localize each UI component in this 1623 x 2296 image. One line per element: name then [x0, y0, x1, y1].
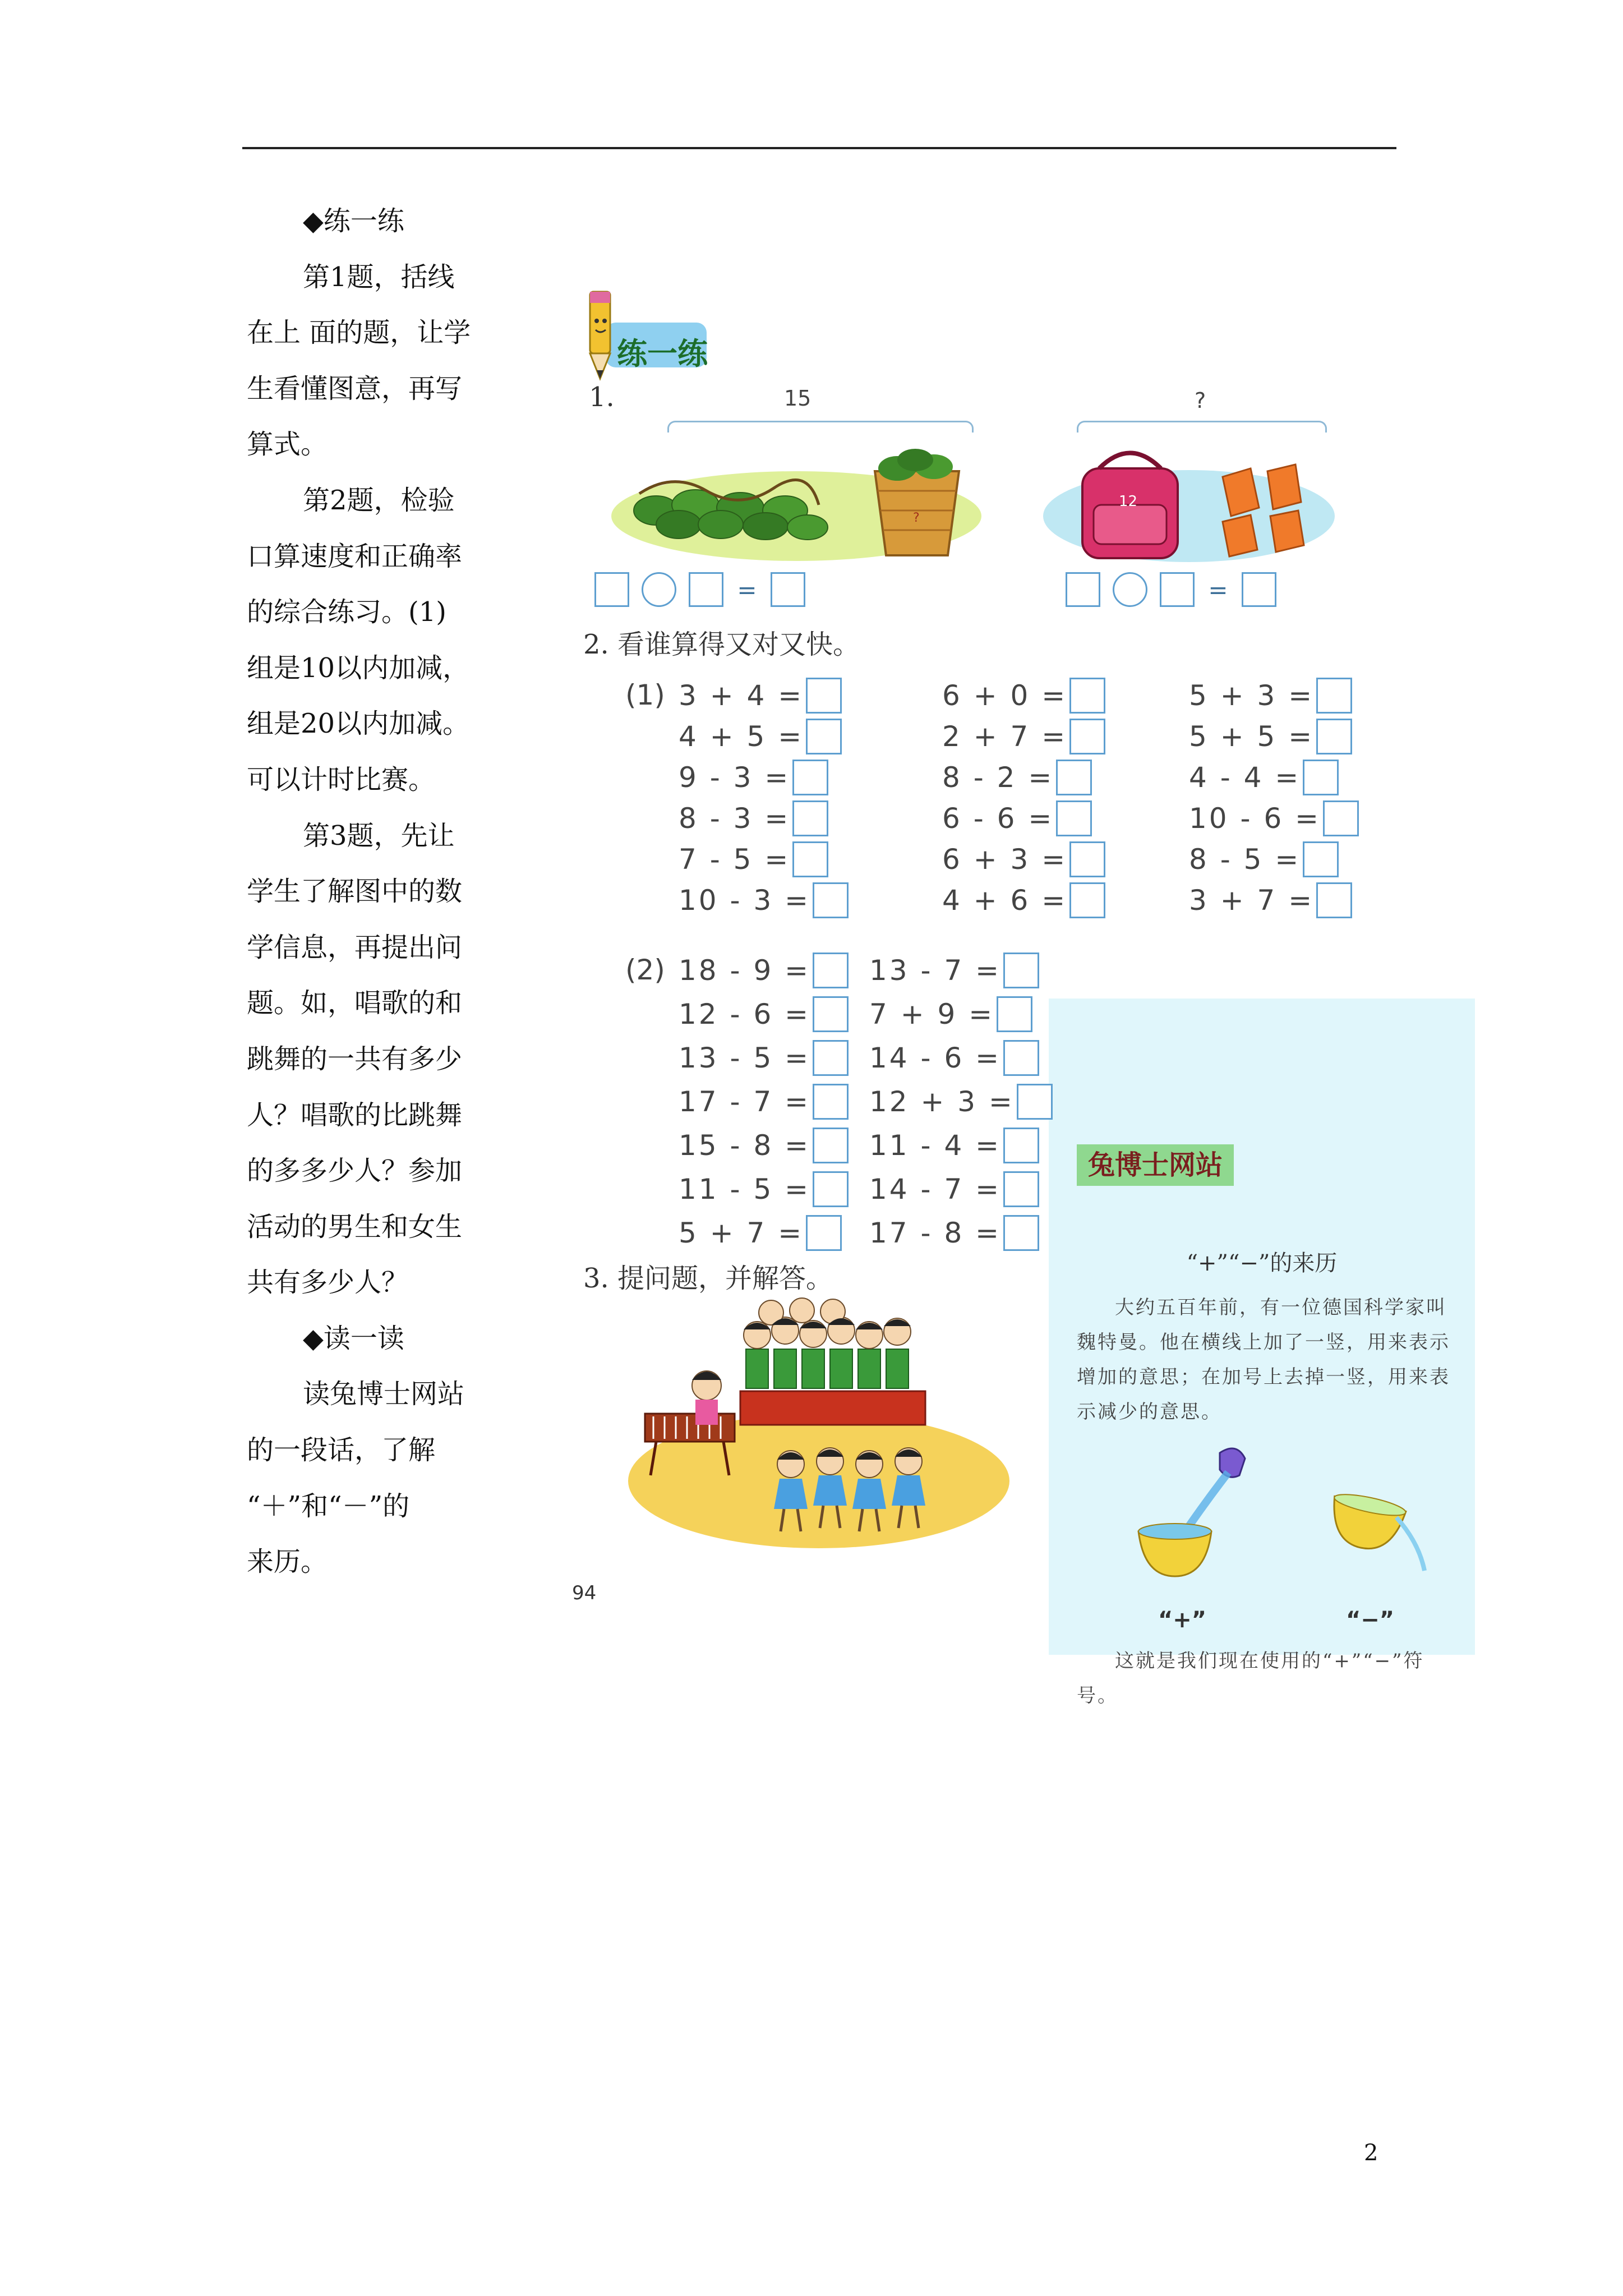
note-line: 学生了解图中的数	[247, 876, 463, 908]
answer-box[interactable]	[1316, 882, 1352, 918]
answer-box[interactable]	[594, 572, 629, 607]
equation	[679, 678, 842, 714]
equation-text: 11 - 4 =	[869, 1129, 1002, 1162]
q3-title: 3. 提问题，并解答。	[583, 1263, 833, 1294]
answer-box[interactable]	[689, 572, 723, 607]
q1-left-total: 15	[784, 386, 811, 411]
note-line: 第1题，括线	[303, 261, 455, 293]
answer-box[interactable]	[1003, 1128, 1039, 1163]
section-title: 练一练	[617, 336, 708, 371]
q1-right-total: ?	[1195, 388, 1206, 413]
teacher-notes	[247, 194, 505, 1590]
equation	[869, 1040, 1039, 1076]
equation-text: 6 + 0 =	[942, 679, 1068, 712]
q2-part1-label: (1)	[625, 679, 665, 711]
equation-text: 6 + 3 =	[942, 843, 1068, 876]
answer-box[interactable]	[771, 572, 805, 607]
equation	[1189, 760, 1339, 795]
website-panel	[1049, 999, 1475, 1707]
equation-text: 4 + 5 =	[679, 720, 804, 753]
equation	[679, 1084, 849, 1120]
equation-text: 2 + 7 =	[942, 720, 1068, 753]
answer-box[interactable]	[806, 719, 842, 754]
equation	[679, 882, 849, 918]
answer-box[interactable]	[1242, 572, 1276, 607]
q1-number: 1.	[589, 381, 615, 413]
answer-box[interactable]	[1323, 800, 1359, 836]
equation-text: 6 - 6 =	[942, 802, 1054, 835]
answer-box[interactable]	[806, 1215, 842, 1251]
note-line: 的一段话，了解	[247, 1434, 436, 1466]
backpack-picture	[1038, 438, 1352, 567]
note-line: 的综合练习。(1)	[247, 596, 446, 628]
note-line: ◆练一练	[303, 205, 404, 237]
note-line: 学信息，再提出问	[247, 931, 463, 963]
note-line: 的多多少人？参加	[247, 1155, 463, 1187]
answer-box[interactable]	[1003, 953, 1039, 988]
equation-text: 3 + 4 =	[679, 679, 804, 712]
equation-text: 17 - 8 =	[869, 1217, 1002, 1249]
note-line: 读兔博士网站	[303, 1378, 465, 1410]
website-header: 兔博士网站	[1077, 1144, 1234, 1186]
answer-box[interactable]	[813, 1171, 849, 1207]
textbook-page	[555, 269, 1475, 1707]
answer-box[interactable]	[792, 760, 828, 795]
equation-text: 18 - 9 =	[679, 954, 811, 987]
equation-text: 13 - 7 =	[869, 954, 1002, 987]
note-line: 组是10以内加减，	[247, 652, 470, 684]
answer-box[interactable]	[1056, 760, 1092, 795]
equation	[942, 678, 1105, 714]
equation-text: 5 + 7 =	[679, 1217, 804, 1249]
equation	[679, 1040, 849, 1076]
answer-box[interactable]	[813, 953, 849, 988]
pencil-icon	[578, 286, 623, 381]
answer-box[interactable]	[813, 1084, 849, 1120]
footer-page-number: 2	[1364, 2140, 1378, 2166]
watermelon-picture	[606, 438, 998, 567]
operator-circle[interactable]	[1113, 572, 1147, 607]
answer-box[interactable]	[1316, 719, 1352, 754]
answer-box[interactable]	[813, 996, 849, 1032]
equation-text: 10 - 3 =	[679, 884, 811, 917]
answer-box[interactable]	[1069, 882, 1105, 918]
equation	[679, 719, 842, 754]
equation	[869, 1128, 1039, 1163]
equation	[869, 1084, 1053, 1120]
equation	[679, 1171, 849, 1207]
minus-label: “−”	[1346, 1607, 1395, 1633]
note-line: 组是20以内加减。	[247, 708, 470, 740]
equation-text: 3 + 7 =	[1189, 884, 1315, 917]
equation-text: 14 - 7 =	[869, 1173, 1002, 1205]
equation	[1189, 841, 1339, 877]
q1-right-brace	[1077, 421, 1327, 432]
equation	[679, 760, 828, 795]
note-line: 在上 面的题，让学	[247, 317, 471, 349]
answer-box[interactable]	[1069, 678, 1105, 714]
plus-label: “+”	[1158, 1607, 1207, 1633]
equation-text: 13 - 5 =	[679, 1042, 811, 1074]
answer-box[interactable]	[792, 800, 828, 836]
equation-text: 11 - 5 =	[679, 1173, 811, 1205]
answer-box[interactable]	[813, 882, 849, 918]
note-line: 第3题，先让	[303, 820, 455, 852]
equation-text: 5 + 3 =	[1189, 679, 1315, 712]
equation-text: 17 - 7 =	[679, 1085, 811, 1118]
answer-box[interactable]	[1316, 678, 1352, 714]
equation-text: 4 + 6 =	[942, 884, 1068, 917]
equation	[869, 1215, 1039, 1251]
equation	[942, 760, 1092, 795]
operator-circle[interactable]	[642, 572, 676, 607]
note-line: 生看懂图意，再写	[247, 372, 463, 404]
equation-text: 14 - 6 =	[869, 1042, 1002, 1074]
q1-right-answer-row	[1066, 572, 1276, 607]
q1-left-brace	[667, 421, 974, 432]
equation	[869, 1171, 1039, 1207]
equation-text: 12 - 6 =	[679, 998, 811, 1030]
equation	[679, 841, 828, 877]
bowls-illustration	[1116, 1442, 1430, 1599]
equals-sign: =	[1208, 576, 1228, 604]
equation	[1189, 882, 1352, 918]
website-body-text: 大约五百年前，有一位德国科学家叫魏特曼。他在横线上加了一竖，用来表示增加的意思；在加号上去掉一竖，用来表示减少的意思。	[1077, 1296, 1450, 1423]
equation-text: 7 - 5 =	[679, 843, 791, 876]
equation	[679, 1215, 842, 1251]
singing-dancing-picture	[623, 1296, 1015, 1559]
equation	[679, 1128, 849, 1163]
answer-box[interactable]	[1003, 1171, 1039, 1207]
note-line: 活动的男生和女生	[247, 1211, 463, 1243]
equation	[942, 841, 1105, 877]
answer-box[interactable]	[792, 841, 828, 877]
note-line: 来历。	[247, 1546, 328, 1578]
note-line: “＋”和“－”的	[247, 1490, 410, 1522]
book-page-number: 94	[572, 1582, 597, 1604]
equation	[679, 953, 849, 988]
answer-box[interactable]	[1303, 841, 1339, 877]
equation	[942, 800, 1092, 836]
answer-box[interactable]	[813, 1040, 849, 1076]
equation	[869, 996, 1032, 1032]
answer-box[interactable]	[997, 996, 1032, 1032]
note-line: 跳舞的一共有多少	[247, 1043, 463, 1075]
q2-part2-label: (2)	[625, 954, 665, 986]
note-line: 口算速度和正确率	[247, 540, 463, 572]
equation	[942, 719, 1105, 754]
website-subtitle: “+”“−”的来历	[1186, 1250, 1338, 1276]
equation-text: 10 - 6 =	[1189, 802, 1321, 835]
equation	[942, 882, 1105, 918]
equation-text: 9 - 3 =	[679, 761, 791, 794]
equation	[1189, 678, 1352, 714]
header-rule	[242, 147, 1396, 149]
answer-box[interactable]	[1003, 1040, 1039, 1076]
q2-title: 2. 看谁算得又对又快。	[583, 629, 860, 660]
note-line: 人？唱歌的比跳舞	[247, 1099, 463, 1131]
answer-box[interactable]	[1069, 841, 1105, 877]
answer-box[interactable]	[1017, 1084, 1053, 1120]
equation-text: 5 + 5 =	[1189, 720, 1315, 753]
q1-left-answer-row	[594, 572, 805, 607]
note-line: 算式。	[247, 429, 328, 461]
equation-text: 12 + 3 =	[869, 1085, 1015, 1118]
equation-text: 8 - 3 =	[679, 802, 791, 835]
note-line: 共有多少人？	[247, 1267, 409, 1299]
equation	[869, 953, 1039, 988]
equation-text: 4 - 4 =	[1189, 761, 1301, 794]
note-line: 第2题，检验	[303, 484, 455, 516]
equation	[1189, 719, 1352, 754]
equation	[679, 800, 828, 836]
equation-text: 15 - 8 =	[679, 1129, 811, 1162]
equation	[1189, 800, 1359, 836]
equation-text: 8 - 5 =	[1189, 843, 1301, 876]
answer-box[interactable]	[1056, 800, 1092, 836]
answer-box[interactable]	[1003, 1215, 1039, 1251]
equation-text: 7 + 9 =	[869, 998, 995, 1030]
website-caption: 这就是我们现在使用的“+”“−”符号。	[1077, 1650, 1424, 1707]
note-line: ◆读一读	[303, 1322, 404, 1354]
bag-count-label: 12	[1119, 493, 1138, 510]
answer-box[interactable]	[1066, 572, 1100, 607]
answer-box[interactable]	[806, 678, 842, 714]
svg-text:?: ?	[913, 511, 920, 525]
equation	[679, 996, 849, 1032]
equation-text: 8 - 2 =	[942, 761, 1054, 794]
note-line: 题。如，唱歌的和	[247, 987, 463, 1019]
answer-box[interactable]	[1160, 572, 1195, 607]
answer-box[interactable]	[1069, 719, 1105, 754]
equals-sign: =	[737, 576, 757, 604]
answer-box[interactable]	[1303, 760, 1339, 795]
answer-box[interactable]	[813, 1128, 849, 1163]
note-line: 可以计时比赛。	[247, 763, 436, 795]
